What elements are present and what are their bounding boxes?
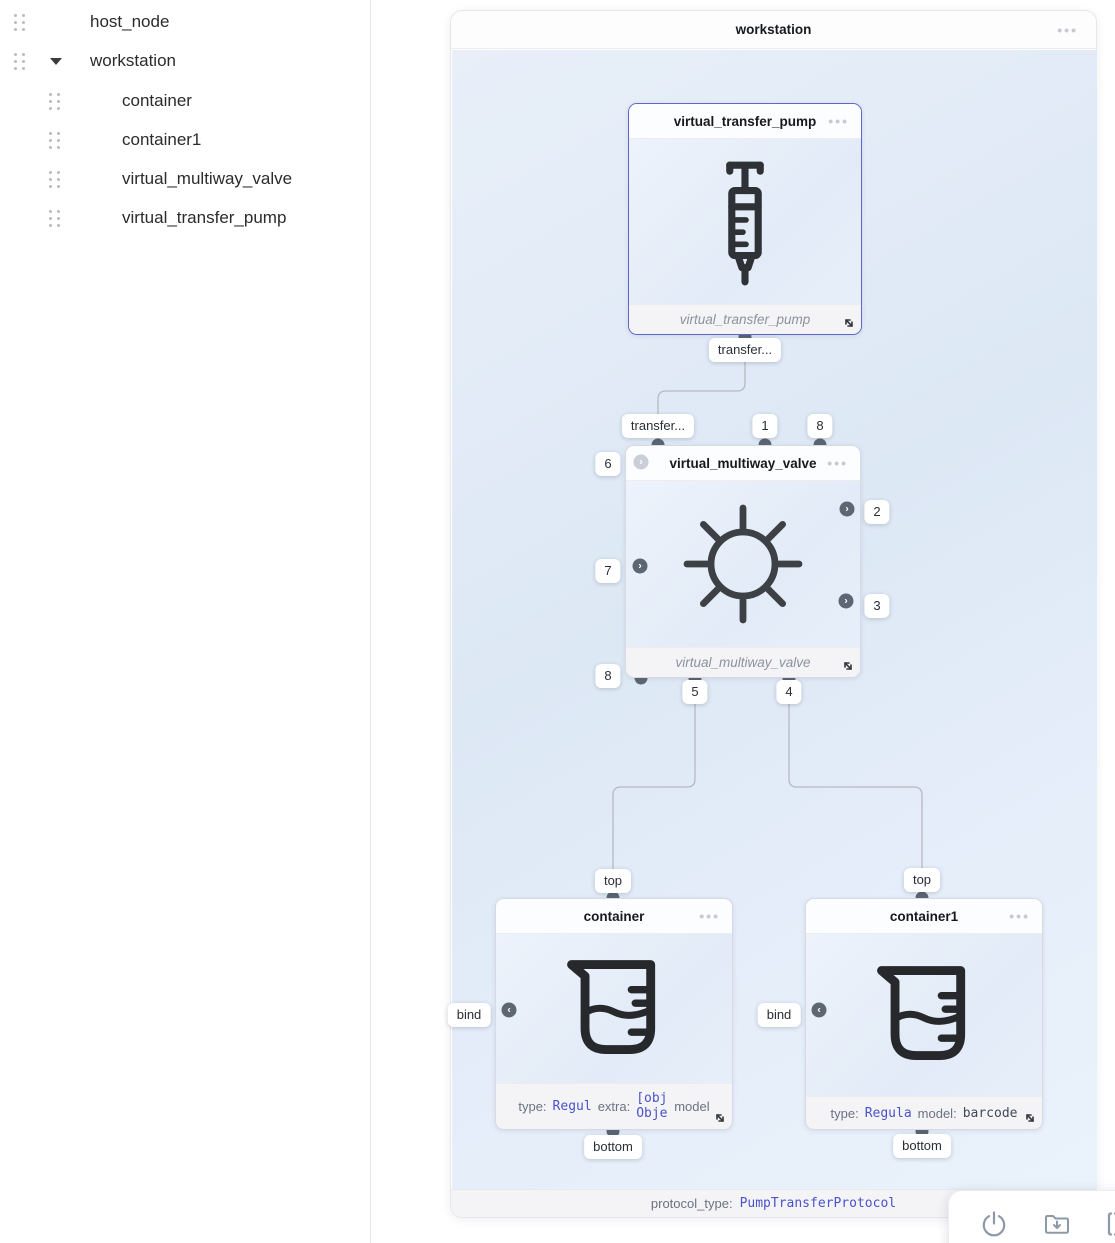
resize-handle-icon[interactable] bbox=[713, 1111, 727, 1125]
port-label-chip: 4 bbox=[776, 680, 801, 704]
field-label: model: bbox=[917, 1105, 957, 1121]
resize-handle-icon[interactable] bbox=[1023, 1111, 1037, 1125]
field-label: extra: bbox=[597, 1099, 631, 1114]
folder-download-icon[interactable] bbox=[1042, 1209, 1072, 1239]
node-title: container1 bbox=[889, 908, 959, 924]
port-label-chip: 3 bbox=[864, 594, 889, 618]
drag-handle-icon[interactable] bbox=[49, 93, 62, 110]
port-label-chip: 8 bbox=[595, 664, 620, 688]
power-icon[interactable] bbox=[979, 1209, 1009, 1239]
node-virtual-multiway-valve[interactable] bbox=[625, 445, 861, 678]
valve-icon bbox=[683, 504, 803, 624]
port-label-chip: bottom bbox=[584, 1135, 642, 1159]
clipped-panel-icon[interactable] bbox=[1105, 1209, 1115, 1239]
tree-sidebar bbox=[0, 0, 371, 1243]
port-label-chip: transfer... bbox=[622, 414, 694, 438]
port-valve-7-button[interactable]: › bbox=[633, 559, 648, 574]
port-label-chip: 7 bbox=[595, 559, 620, 583]
node-title: virtual_multiway_valve bbox=[669, 455, 817, 471]
resize-handle-icon[interactable] bbox=[842, 316, 856, 330]
node-footer-label: virtual_multiway_valve bbox=[675, 655, 811, 670]
chevron-down-icon[interactable] bbox=[50, 58, 62, 65]
resize-handle-icon[interactable] bbox=[841, 659, 855, 673]
drag-handle-icon[interactable] bbox=[49, 171, 62, 188]
tree-item-label[interactable]: container bbox=[122, 91, 192, 110]
port-label-chip: 5 bbox=[682, 680, 707, 704]
sidebar-item-host-node[interactable] bbox=[0, 2, 360, 42]
syringe-icon bbox=[712, 156, 778, 288]
node-body bbox=[806, 934, 1042, 1096]
port-valve-2-button[interactable]: › bbox=[840, 502, 855, 517]
drag-handle-icon[interactable] bbox=[49, 210, 62, 227]
port-label-chip: bind bbox=[448, 1003, 491, 1027]
node-container[interactable] bbox=[495, 898, 733, 1130]
node-header[interactable] bbox=[629, 104, 861, 139]
port-label-chip: top bbox=[595, 869, 631, 893]
ellipsis-menu-icon[interactable]: ••• bbox=[699, 908, 720, 924]
node-header[interactable] bbox=[806, 899, 1042, 934]
node-footer-label: virtual_transfer_pump bbox=[679, 312, 811, 327]
node-header[interactable] bbox=[626, 446, 860, 481]
ellipsis-menu-icon[interactable]: ••• bbox=[828, 113, 849, 129]
node-footer bbox=[626, 647, 860, 677]
node-title: virtual_transfer_pump bbox=[673, 113, 817, 129]
sidebar-item-virtual-multiway-valve[interactable] bbox=[0, 159, 360, 199]
port-label-chip: bind bbox=[758, 1003, 801, 1027]
field-label: type: bbox=[830, 1105, 859, 1121]
tree-item-label[interactable]: virtual_transfer_pump bbox=[122, 208, 287, 227]
sidebar-item-virtual-transfer-pump[interactable] bbox=[0, 198, 360, 238]
ellipsis-menu-icon[interactable]: ••• bbox=[1057, 21, 1078, 38]
drag-handle-icon[interactable] bbox=[14, 14, 27, 31]
sidebar-item-workstation[interactable] bbox=[0, 41, 360, 81]
field-value: barcode bbox=[962, 1105, 1018, 1121]
tree-item-label[interactable]: container1 bbox=[122, 130, 202, 149]
tree-item-label[interactable]: virtual_multiway_valve bbox=[122, 169, 293, 188]
node-footer bbox=[806, 1096, 1042, 1129]
port-label-chip: 8 bbox=[807, 414, 832, 438]
port-valve-6-button[interactable]: › bbox=[634, 455, 649, 470]
node-virtual-transfer-pump[interactable] bbox=[628, 103, 862, 335]
drag-handle-icon[interactable] bbox=[14, 53, 27, 70]
sidebar-item-container1[interactable] bbox=[0, 120, 360, 160]
panel-title: workstation bbox=[735, 22, 812, 37]
workstation-panel-header bbox=[451, 11, 1096, 49]
field-value: Regul bbox=[552, 1099, 592, 1114]
port-label-chip: 2 bbox=[864, 500, 889, 524]
port-label-chip: top bbox=[904, 868, 940, 892]
port-valve-3-button[interactable]: › bbox=[839, 594, 854, 609]
port-label-chip: 6 bbox=[595, 452, 620, 476]
canvas-toolbar bbox=[948, 1190, 1115, 1243]
node-footer bbox=[629, 304, 861, 334]
field-value: [obj Obje bbox=[636, 1091, 668, 1121]
ellipsis-menu-icon[interactable]: ••• bbox=[1009, 908, 1030, 924]
port-container-bind-button[interactable]: ‹ bbox=[502, 1003, 517, 1018]
node-footer bbox=[496, 1083, 732, 1129]
drag-handle-icon[interactable] bbox=[49, 132, 62, 149]
sidebar-item-container[interactable] bbox=[0, 81, 360, 121]
beaker-icon bbox=[866, 959, 982, 1071]
node-fields bbox=[512, 1088, 715, 1125]
port-label-chip: transfer... bbox=[709, 338, 781, 362]
beaker-icon bbox=[556, 953, 672, 1065]
port-label-chip: 1 bbox=[752, 414, 777, 438]
node-title: container bbox=[583, 908, 645, 924]
field-value: Regula bbox=[864, 1105, 912, 1121]
node-header[interactable] bbox=[496, 899, 732, 934]
port-container1-bind-button[interactable]: ‹ bbox=[812, 1003, 827, 1018]
field-label: model bbox=[674, 1099, 710, 1114]
tree-item-label[interactable]: workstation bbox=[90, 51, 176, 70]
node-container1[interactable] bbox=[805, 898, 1043, 1130]
protocol-type-value: PumpTransferProtocol bbox=[739, 1196, 897, 1211]
node-fields bbox=[825, 1102, 1024, 1125]
port-label-chip: bottom bbox=[893, 1134, 951, 1158]
protocol-type-label: protocol_type: bbox=[650, 1196, 733, 1211]
field-label: type: bbox=[518, 1099, 547, 1114]
ellipsis-menu-icon[interactable]: ••• bbox=[827, 455, 848, 471]
node-body bbox=[629, 139, 861, 304]
node-body bbox=[496, 934, 732, 1083]
tree-item-label[interactable]: host_node bbox=[90, 12, 170, 31]
node-body bbox=[626, 481, 860, 647]
